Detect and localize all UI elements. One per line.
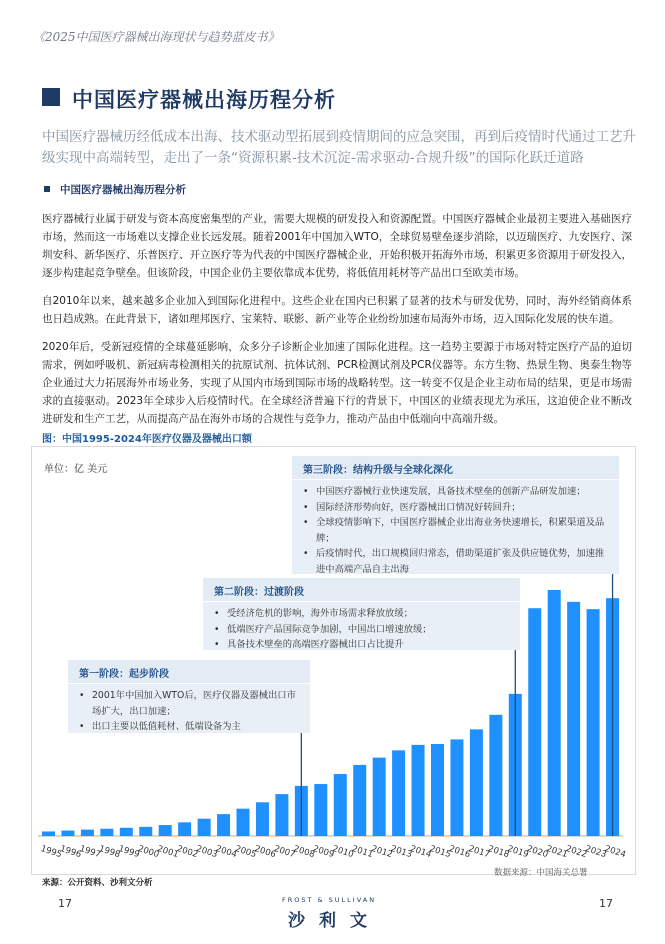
frost-sullivan-logo-text: FROST & SULLIVAN [282, 896, 377, 904]
bar-2007 [275, 794, 288, 836]
x-tick-label: 2019 [506, 843, 530, 861]
x-tick-label: 2018 [486, 843, 511, 861]
x-tick-label: 2021 [544, 843, 569, 861]
x-tick-label: 2011 [350, 843, 375, 861]
body-paragraph-2: 自2010年以来，越来越多企业加入到国际化进程中。这些企业在国内已积累了显著的技术与研发优势，同时，海外经销商体系也日趋成熟。在此背景下，诸如理邦医疗、宝莱特、联影、新产业等企业纷纷加速布局海外市场，迈入国际化发展的快车道。 [42, 295, 632, 325]
x-tick-label: 2006 [253, 843, 277, 861]
x-tick-label: 2024 [603, 843, 628, 861]
x-tick-label: 2022 [564, 843, 589, 861]
x-tick-label: 1995 [39, 843, 63, 861]
x-tick-label: 2015 [428, 843, 452, 861]
bar-2012 [373, 758, 386, 836]
stage-2-box [203, 578, 520, 650]
stage-3-item: • 国际经济形势向好，医疗器械出口情况好转回升； [316, 500, 609, 516]
bar-2020 [528, 608, 541, 836]
x-tick-label: 2012 [369, 843, 394, 861]
figure-caption: 图：中国1995-2024年医疗仪器及器械出口额 [42, 434, 252, 445]
bar-2006 [256, 802, 269, 836]
x-tick-label: 2013 [389, 843, 414, 861]
sullivan-logo-cn: 沙利文 [288, 911, 381, 931]
stage-3-item: • 中国医疗器械行业快速发展，具备技术壁垒的创新产品研发加速； [316, 484, 609, 500]
stage-2-title: 第二阶段：过渡阶段 [214, 587, 304, 598]
bar-2016 [450, 739, 463, 836]
stage-3-box [292, 456, 619, 574]
data-source-note: 数据来源：中国海关总署 [494, 868, 588, 878]
x-tick-label: 2005 [233, 843, 258, 861]
body-paragraph-1: 医疗器械行业属于研发与资本高度密集型的产业，需要大规模的研发投入和资源配置。中国医疗器械企业最初主要进入基础医疗市场，然而这一市场难以支撑企业长远发展。随着2001年中国加入WTO，全球贸易壁垒逐步消除，以迈瑞医疗、九安医疗、深圳安科、新华医疗、乐普医疗、开立医疗等为代表的中国医疗器械企业，开始积极开拓海外市场，积累更多资源用于研发投入，逐步构建起竞争壁垒。但该阶段，中国企业仍主要依靠成本优势，将低值用耗材等产品出口至欧美市场。 [42, 213, 632, 279]
stage-2-item: • 受经济危机的影响，海外市场需求释放放缓； [227, 606, 510, 622]
bar-2002 [178, 822, 191, 836]
bar-1995 [42, 831, 55, 836]
x-tick-label: 2009 [311, 843, 336, 861]
page-title: 中国医疗器械出海历程分析 [72, 88, 336, 112]
bar-2005 [237, 809, 250, 836]
bar-1998 [100, 829, 113, 836]
bar-2003 [198, 819, 211, 836]
x-tick-label: 2008 [292, 843, 316, 861]
x-tick-label: 1997 [78, 843, 102, 861]
bar-2014 [412, 745, 425, 836]
x-tick-label: 2004 [214, 843, 239, 861]
bar-2000 [139, 827, 152, 836]
document-header: 《2025中国医疗器械出海现状与趋势蓝皮书》 [33, 30, 280, 44]
x-tick-label: 1999 [117, 843, 141, 861]
bar-2010 [334, 774, 347, 836]
x-tick-label: 2010 [331, 843, 355, 861]
stage-1-list [68, 684, 310, 739]
chart-unit-label: 单位：亿 美元 [44, 464, 108, 475]
x-tick-label: 2007 [272, 843, 297, 861]
section-heading: 中国医疗器械出海历程分析 [60, 184, 186, 196]
bar-2018 [489, 715, 502, 836]
bar-2017 [470, 729, 483, 836]
page-number-left: 17 [58, 897, 72, 910]
x-tick-label: 2014 [408, 843, 433, 861]
source-note: 来源：公开资料、沙利文分析 [42, 878, 153, 888]
x-tick-label: 2000 [136, 843, 161, 861]
body-paragraph-3: 2020年后，受新冠疫情的全球蔓延影响，众多分子诊断企业加速了国际化进程。这一趋势主要源于市场对特定医疗产品的迫切需求，例如呼吸机、新冠病毒检测相关的抗原试剂、抗体试剂、PCR检测试剂及PCR仪器等。东方生物、热景生物、奥泰生物等企业通过大力拓展海外市场业务，实现了从国内市场到国际市场的战略转型。这一转变不仅是企业主动布局的结果，更是市场需求的直接驱动。2023年全球步入后疫情时代。在全球经济普遍下行的背景下，中国区的业绩表现尤为承压，这迫使企业不断改进研发和生产工艺，从而提高产品在海外市场的合规性与竞争力，推动产品由中低端向中高端升级。 [42, 341, 632, 425]
x-tick-label: 1998 [97, 843, 122, 861]
stage-3-item: • 全球疫情影响下，中国医疗器械企业出海业务快速增长，积累渠道及品牌； [316, 515, 609, 546]
bar-1996 [61, 831, 74, 836]
x-tick-label: 2003 [194, 843, 219, 861]
bar-1997 [81, 830, 94, 836]
stage-2-item: • 低端医疗产品国际竞争加剧，中国出口增速放缓； [227, 622, 510, 638]
stage-2-item: • 具备技术壁垒的高端医疗器械出口占比提升 [227, 637, 510, 653]
bar-2004 [217, 814, 230, 836]
bar-2011 [353, 765, 366, 836]
bar-2013 [392, 750, 405, 836]
stage-2-list [203, 602, 520, 657]
stage-1-item: • 2001年中国加入WTO后，医疗仪器及器械出口市场扩大，出口加速； [92, 688, 300, 719]
x-tick-label: 2016 [447, 843, 472, 861]
stage-1-title: 第一阶段：起步阶段 [79, 669, 169, 680]
bar-2022 [567, 602, 580, 836]
stage-3-item: • 后疫情时代，出口规模回归常态，借助渠道扩张及供应链优势，加速推进中高端产品自主出海 [316, 546, 609, 577]
x-tick-label: 2020 [525, 843, 550, 861]
x-tick-label: 2023 [583, 843, 608, 861]
bar-2001 [159, 825, 172, 836]
x-tick-label: 2001 [155, 843, 180, 861]
stage-3-title: 第三阶段：结构升级与全球化深化 [303, 465, 453, 476]
stage-1-item: • 出口主要以低值耗材、低端设备为主 [92, 719, 300, 735]
bar-2023 [587, 609, 600, 836]
page-subtitle: 中国医疗器械历经低成本出海、技术驱动型拓展到疫情期间的应急突围，再到后疫情时代通过工艺升级实现中高端转型，走出了一条“资源积累-技术沉淀-需求驱动-合规升级”的国际化跃迁道路 [42, 129, 636, 166]
page-number-right: 17 [599, 897, 613, 910]
stage-1-box [68, 660, 310, 733]
bar-1999 [120, 828, 133, 836]
bar-2015 [431, 744, 444, 836]
bar-2021 [548, 590, 561, 836]
x-tick-label: 1996 [58, 843, 83, 861]
x-tick-label: 2017 [467, 843, 491, 861]
stage-3-list [292, 480, 619, 581]
x-tick-label: 2002 [175, 843, 200, 861]
bar-2009 [314, 784, 327, 836]
